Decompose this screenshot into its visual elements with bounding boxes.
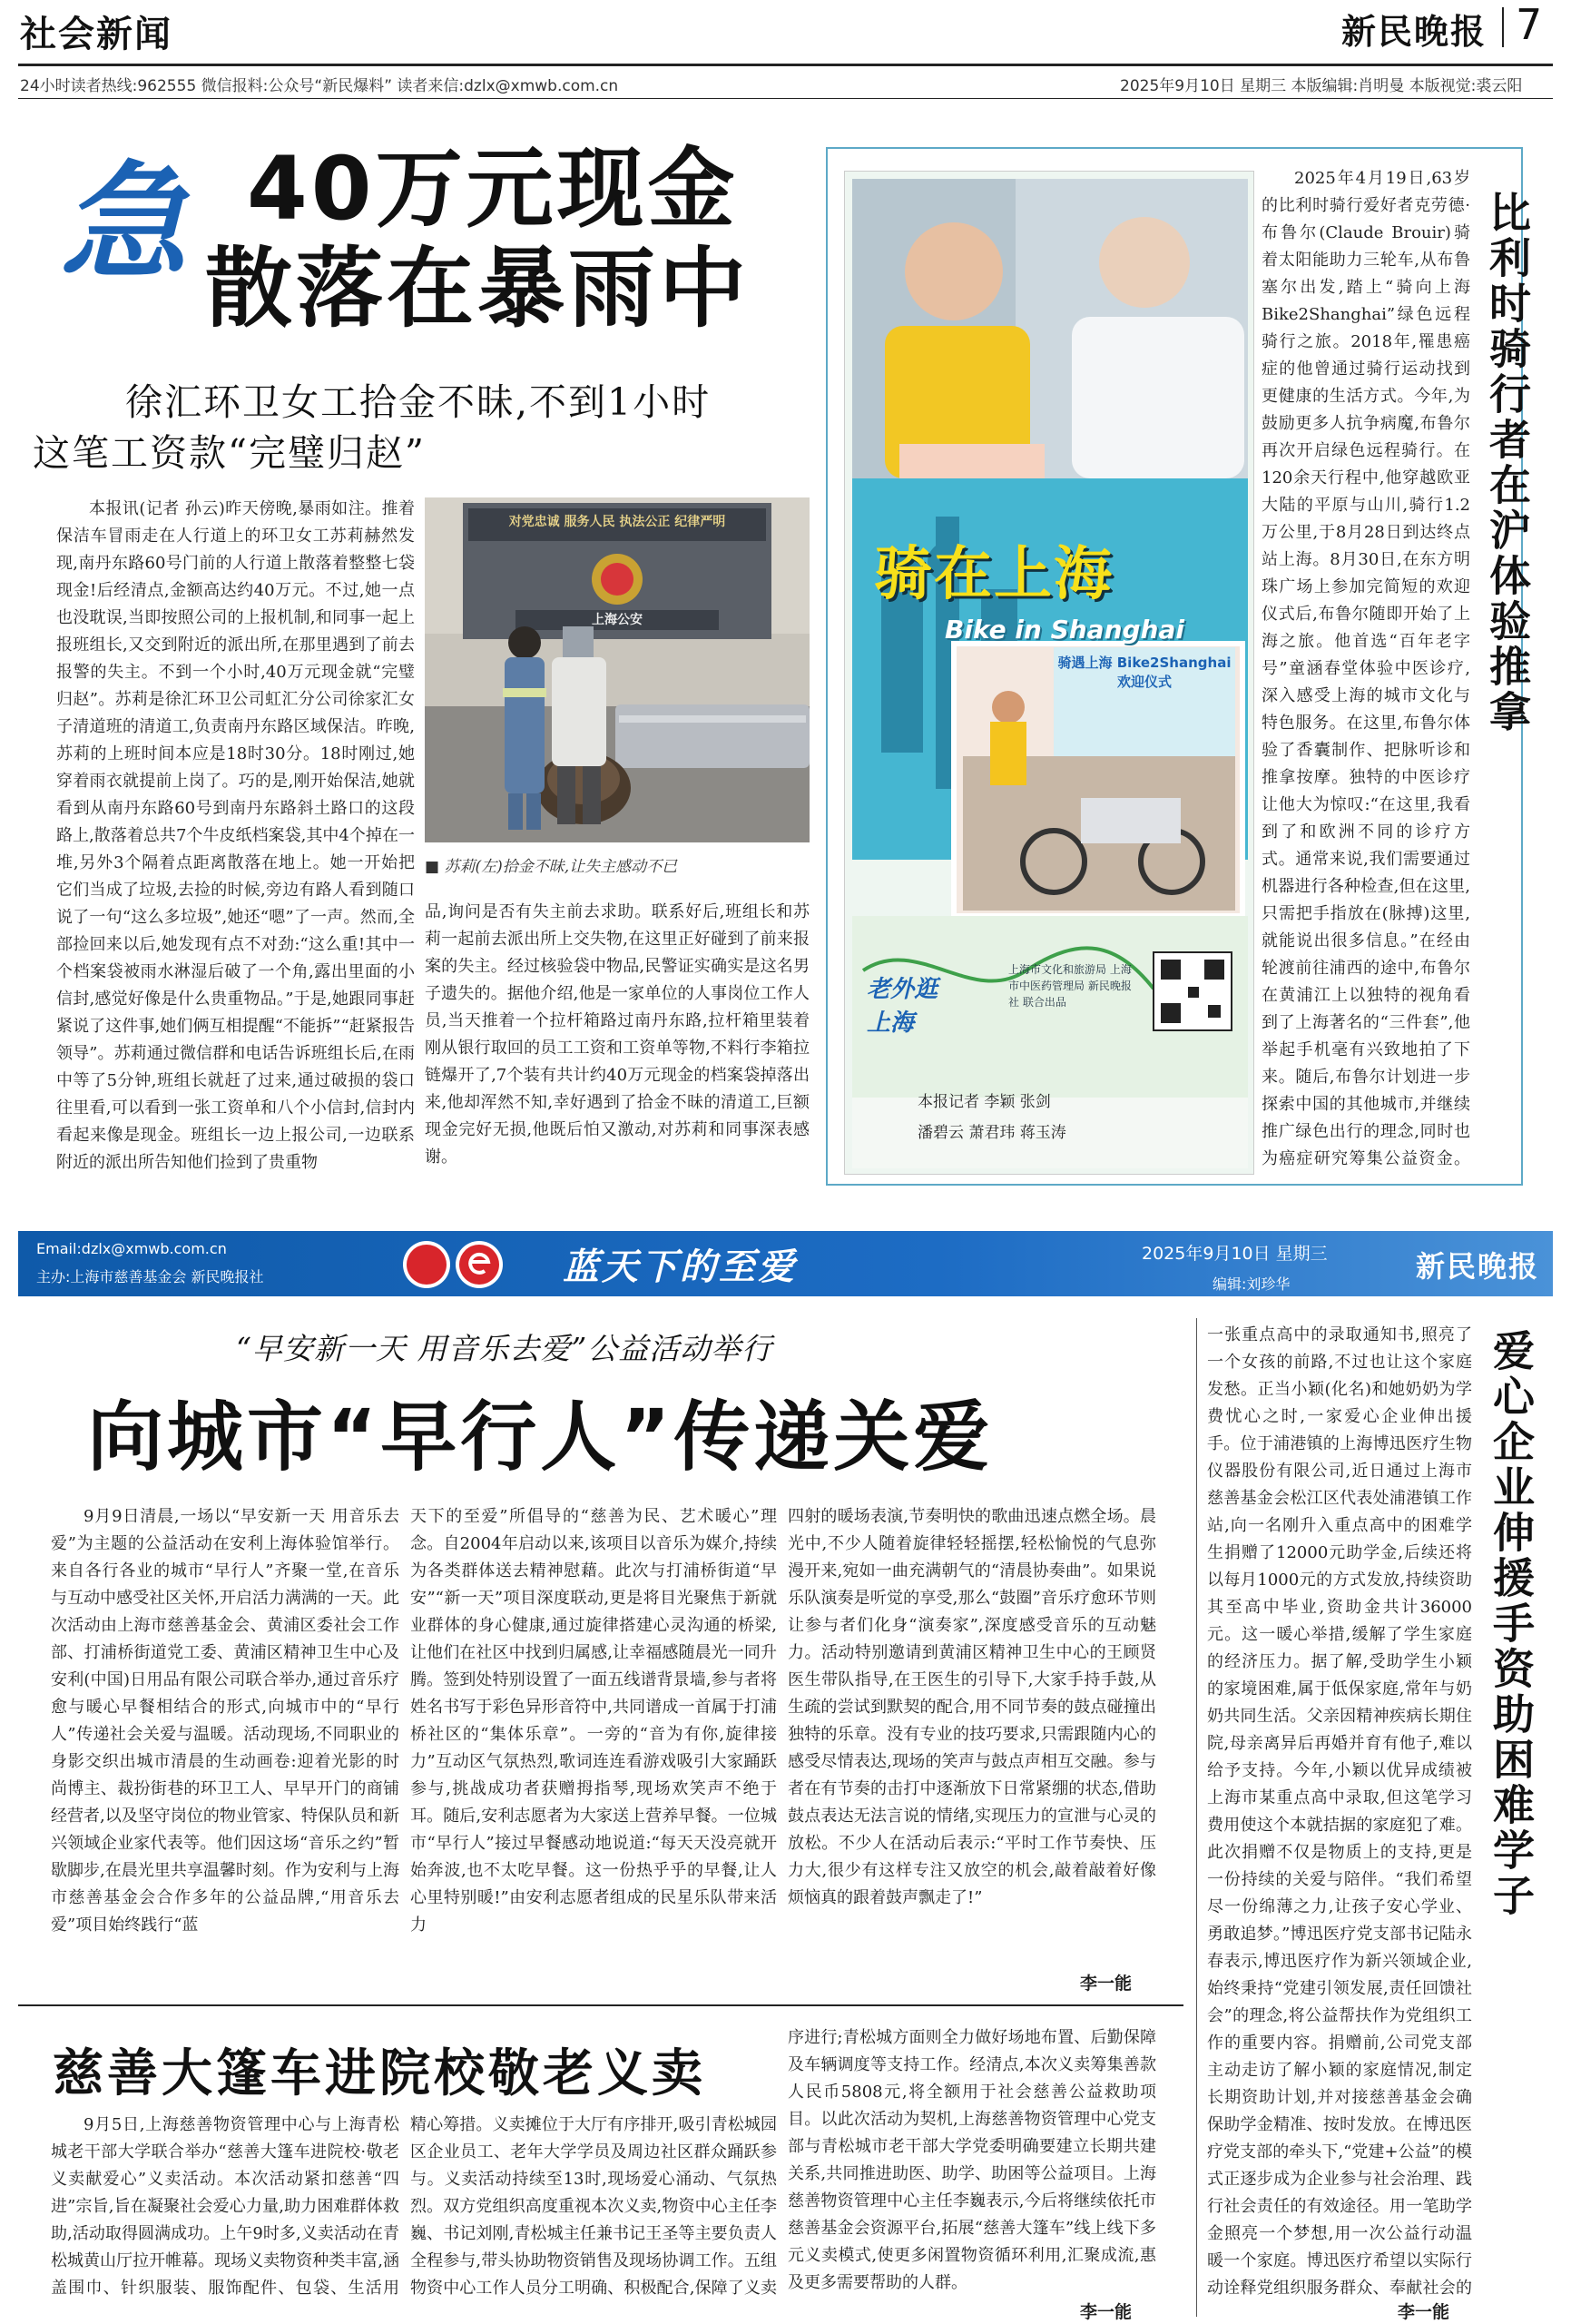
story2-kicker: “早安新一天 用音乐去爱”公益活动举行 (236, 1331, 773, 1366)
poster-slogan: 老外逛上海 (867, 976, 938, 1037)
charity-logo-icon (396, 1236, 505, 1293)
section-name: 社会新闻 (20, 14, 172, 55)
lead-subtitle-1: 徐汇环卫女工拾金不昧,不到1小时 (125, 380, 712, 424)
lead-title-2: 散落在暴雨中 (205, 238, 750, 340)
header-divider (1502, 7, 1504, 47)
story4-author: 李一能 (1398, 2302, 1450, 2322)
paper-name: 新民晚报 (1341, 11, 1488, 52)
banner-sponsor: 主办:上海市慈善基金会 新民晚报社 (36, 1268, 264, 1285)
bike-text: 2025年4月19日,63岁的比利时骑行爱好者克劳德·布鲁尔(Claude Brouir)骑着太阳能助力三轮车,从布鲁塞尔出发,踏上“骑向上海 Bike2Shanghai”绿色远程骑行之旅。2018年,罹患癌症的他曾通过骑行运动找到更健康的生活方式。今年,为鼓励更多人抗争病魔,布鲁尔再次开启绿色远程骑行。在120余天行程中,他穿越欧亚大陆的平原与山川,骑行1.2万公里,于8月28日到达终点站上海。8月30日,在东方明珠广场上参加完简短的欢迎仪式后,布鲁尔随即开始了上海之旅。他首选“百年老字号”童涵春堂体验中医诊疗,深入感受上海的城市文化与特色服务。在这里,布鲁尔体验了香囊制作、把脉听诊和推拿按摩。独特的中医诊疗让他大为惊叹:“在这里,我看到了和欧洲不同的诊疗方式。通常来说,我们需要通过机器进行各种检查,但在这里,只需把手指放在(脉搏)这里,就能说出很多信息。”在经由轮渡前往浦西的途中,布鲁尔在黄浦江上以独特的视角看到了上海著名的“三件套”,他举起手机毫有兴致地拍了下来。随后,布鲁尔计划进一步探索中国的其他城市,并继续推广绿色出行的理念,同时也为癌症研究筹集公益资金。 (1262, 169, 1470, 1168)
story4-vertical-title: 爱心企业伸援手资助困难学子 (1487, 1329, 1536, 1919)
bike-vertical-title: 比利时骑行者在沪体验推拿 (1483, 191, 1532, 735)
story2-author: 李一能 (1080, 1974, 1133, 1994)
photo-sign-text: 对党忠诚 服务人民 执法公正 纪律严明 (508, 515, 726, 529)
lead-title-1: 40万元现金 (247, 138, 739, 240)
banner-email: Email:dzlx@xmwb.com.cn (36, 1240, 227, 1257)
story3-col-2: 精心筹措。义卖摊位于大厅有序排开,吸引青松城园区企业员工、老年大学学员及周边社区群众踊跃参与。义卖活动持续至13时,现场爱心涌动、气氛热烈。双方党组织高度重视本次义卖,物资中心主任李巍、书记刘刚,青松城主任兼书记王圣等主要负责人全程参与,带头协助物资销售及现场协调工作。五组物资中心工作人员分工明确、积极配合,保障了义卖 (410, 2115, 777, 2298)
story3-col-1: 9月5日,上海慈善物资管理中心与上海青松城老干部大学联合举办“慈善大篷车进院校·敬老义卖献爱心”义卖活动。本次活动紧扣慈善“四进”宗旨,旨在凝聚社会爱心力量,助力困难群体救助,活动取得圆满成功。上午9时多,义卖活动在青松城黄山厅拉开帷幕。现场义卖物资种类丰富,涵盖围巾、针织服装、服饰配件、包袋、生活用 (51, 2115, 399, 2298)
photo-sign-police: 上海公安 (592, 613, 643, 627)
story4-left-rule (1196, 1318, 1197, 2317)
header-rule (18, 64, 1553, 66)
story2-col-1: 9月9日清晨,一场以“早安新一天 用音乐去爱”为主题的公益活动在安利上海体验馆举行。来自各行各业的城市“早行人”齐聚一堂,在音乐与互动中感受社区关怀,开启活力满满的一天。此次活动由上海市慈善基金会、黄浦区委社会工作部、打浦桥街道党工委、黄浦区精神卫生中心及安利(中国)日用品有限公司联合举办,通过音乐疗愈与暖心早餐相结合的形式,向城市中的“早行人”传递社会关爱与温暖。活动现场,不同职业的身影交织出城市清晨的生动画卷:迎着光影的时尚博主、裁扮街巷的环卫工人、早早开门的商铺经营者,以及坚守岗位的物业管家、特保队员和新兴领域企业家代表等。他们因这场“音乐之约”暂歇脚步,在晨光里共享温馨时刻。作为安利与上海市慈善基金会合作多年的公益品牌,“用音乐去爱”项目始终践行“蓝 (51, 1507, 399, 1935)
lead-photo (425, 497, 810, 842)
story2-col-2: 天下的至爱”所倡导的“慈善为民、艺术暖心”理念。自2004年启动以来,该项目以音乐为媒介,持续为各类群体送去精神慰藉。此次与打浦桥街道“早安”“新一天”项目深度联动,更是将目光聚焦于新就业群体的身心健康,通过旋律搭建心灵沟通的桥梁,让他们在社区中找到归属感,让幸福感随晨光一同升腾。签到处特别设置了一面五线谱背景墙,参与者将姓名书写于彩色异形音符中,共同谱成一首属于打浦桥社区的“集体乐章”。一旁的“音为有你,旋律接力”互动区气氛热烈,歌词连连看游戏吸引大家踊跃参与,挑战成功者获赠拇指琴,现场欢笑声不绝于耳。随后,安利志愿者为大家送上营养早餐。一位城市“早行人”接过早餐感动地说道:“每天天没亮就开始奔波,也不太吃早餐。这一份热乎乎的早餐,让人心里特别暖!”由安利志愿者组成的民星乐队带来活力 (410, 1507, 777, 1935)
poster-title: 骑在上海 (874, 541, 1114, 608)
banner-editor: 编辑:刘珍华 (1213, 1275, 1291, 1293)
lead-subtitle-2: 这笔工资款“完璧归赵” (33, 431, 426, 475)
poster-en: Bike in Shanghai (945, 615, 1184, 645)
story3-author: 李一能 (1080, 2302, 1133, 2322)
story4-text: 一张重点高中的录取通知书,照亮了一个女孩的前路,不过也让这个家庭发愁。正当小颖(化名)和她奶奶为学费忧心之时,一家爱心企业伸出援手。位于浦港镇的上海博迅医疗生物仪器股份有限公司,近日通过上海市慈善基金会松江区代表处浦港镇工作站,向一名刚升入重点高中的困难学生捐赠了12000元助学金,后续还将以每月1000元的方式发放,持续资助其至高中毕业,资助金共计36000元。这一暖心举措,缓解了学生家庭的经济压力。据了解,受助学生小颖的家境困难,属于低保家庭,常年与奶奶共同生活。父亲因精神疾病长期住院,母亲离异后再婚并育有他子,难以给予支持。今年,小颖以优异成绩被上海市某重点高中录取,但这笔学习费用使这个本就拮据的家庭犯了难。此次捐赠不仅是物质上的支持,更是一份持续的关爱与陪伴。“我们希望尽一份绵薄之力,让孩子安心学业、勇敢追梦。”博迅医疗党支部书记陆永春表示,博迅医疗作为新兴领域企业,始终秉持“党建引领发展,责任回馈社会”的理念,将公益帮扶作为党组织工作的重要内容。捐赠前,公司党支部主动走访了解小颖的家庭情况,制定长期资助计划,并对接慈善基金会确保助学金精准、按时发放。在博迅医疗党支部的牵头下,“党建+公益”的模式正逐步成为企业参与社会治理、践行社会责任的有效途径。用一笔助学金照亮一个梦想,用一次公益行动温暖一个家庭。博迅医疗希望以实际行动诠释党组织服务群众、奉献社会的 (1207, 1325, 1472, 2295)
lead-photo-caption: ■ 苏莉(左)拾金不昧,让失主感动不已 (425, 858, 678, 876)
lead-big-char: 急 (60, 149, 188, 298)
poster-credits-2: 潘碧云 萧君玮 蒋玉涛 (918, 1124, 1066, 1142)
header-rule-thin (18, 98, 1553, 99)
lead-col-2: 品,询问是否有失主前去求助。联系好后,班组长和苏莉一起前去派出所上交失物,在这里正好碰到了前来报案的失主。经过核验袋中物品,民警证实确实是这名男子遗失的。据他介绍,他是一家单位的人事岗位工作人员,当天推着一个拉杆箱路过南丹东路,拉杆箱里装着刚从银行取回的员工工资和工资单等物,不料行李箱拉链爆开了,7个装有共计约40万元现金的档案袋掉落出来,他却浑然不知,幸好遇到了拾金不昧的清道工,巨额现金完好无损,他既后怕又激动,对苏莉和同事深表感谢。 (425, 902, 810, 1167)
poster-banner: 骑遇上海 Bike2Shanghai 欢迎仪式 (1057, 655, 1232, 690)
banner-title: 蓝天下的至爱 (563, 1246, 797, 1288)
story2-col-3: 四射的暖场表演,节奏明快的歌曲迅速点燃全场。晨光中,不少人随着旋律轻轻摇摆,轻松愉悦的气息弥漫开来,宛如一曲充满朝气的“清晨协奏曲”。如果说乐队演奏是听觉的享受,那么“鼓圈”音乐疗愈环节则让参与者们化身“演奏家”,深度感受音乐的互动魅力。活动特别邀请到黄浦区精神卫生中心的王顾贤医生带队指导,在王医生的引导下,大家手持手鼓,从生疏的尝试到默契的配合,用不同节奏的鼓点碰撞出独特的乐章。没有专业的技巧要求,只需跟随内心的感受尽情表达,现场的笑声与鼓点声相互交融。参与者在有节奏的击打中逐渐放下日常紧绷的状态,借助鼓点表达无法言说的情绪,实现压力的宣泄与心灵的放松。不少人在活动后表示:“平时工作节奏快、压力大,很少有这样专注又放空的机会,敲着敲着好像烦恼真的跟着鼓声飘走了!” (788, 1507, 1156, 1907)
banner-logo (396, 1236, 505, 1293)
date-line: 2025年9月10日 星期三 本版编辑:肖明曼 本版视觉:裘云阳 (1120, 77, 1523, 95)
hotline: 24小时读者热线:962555 微信报料:公众号“新民爆料” 读者来信:dzlx@xmwb.com.cn (20, 77, 619, 95)
banner-paper: 新民晚报 (1416, 1249, 1540, 1284)
story2-bottom-rule (18, 2004, 1183, 2006)
lead-photo-scene (425, 497, 810, 842)
bike-poster (844, 171, 1254, 1175)
page-number: 7 (1516, 0, 1543, 49)
poster-credits-1: 本报记者 李颖 张剑 (918, 1093, 1051, 1111)
story3-title: 慈善大篷车进院校敬老义卖 (53, 2044, 706, 2103)
poster-org: 上海市文化和旅游局 上海市中医药管理局 新民晚报社 联合出品 (1008, 963, 1132, 1009)
story2-title: 向城市“早行人”传递关爱 (87, 1393, 994, 1482)
lead-col-1: 本报讯(记者 孙云)昨天傍晚,暴雨如注。推着保洁车冒雨走在人行道上的环卫女工苏莉赫然发现,南丹东路60号门前的人行道上散落着整整七袋现金!后经清点,金额高达约40万元。不过,她一点也没耽误,当即按照公司的上报机制,和同事一起上报班组长,又交到附近的派出所,在那里遇到了前去报警的失主。不到一个小时,40万元现金就“完璧归赵”。苏莉是徐汇环卫公司虹汇分公司徐家汇女子清道班的清道工,负责南丹东路区域保洁。昨晚,苏莉的上班时间本应是18时30分。18时刚过,她穿着雨衣就提前上岗了。巧的是,刚开始保洁,她就看到从南丹东路60号到南丹东路斜土路口的这段路上,散落着总共7个牛皮纸档案袋,其中4个掉在一堆,另外3个隔着点距离散落在地上。她一开始把它们当成了垃圾,去捡的时候,旁边有路人看到随口说了一句“这么多垃圾”,她还“嗯”了一声。然而,全部捡回来以后,她发现有点不对劲:“这么重!其中一个档案袋被雨水淋湿后破了一个角,露出里面的小信封,感觉好像是什么贵重物品。”于是,她跟同事赶紧说了这件事,她们俩互相提醒“不能拆”“赶紧报告领导”。苏莉通过微信群和电话告诉班组长后,在雨中等了5分钟,班组长就赶了过来,通过破损的袋口往里看,可以看到一张工资单和八个小信封,信封内看起来像是现金。班组长一边上报公司,一边联系附近的派出所告知他们捡到了贵重物 (56, 499, 415, 1172)
story3-col-3: 序进行;青松城方面则全力做好场地布置、后勤保障及车辆调度等支持工作。经清点,本次义卖筹集善款人民币5808元,将全额用于社会慈善公益救助项目。以此次活动为契机,上海慈善物资管理中心党支部与青松城市老干部大学党委明确要建立长期共建关系,共同推进助医、助学、助困等公益项目。上海慈善物资管理中心主任李巍表示,今后将继续依托市慈善基金会资源平台,拓展“慈善大篷车”线上线下多元义卖模式,使更多闲置物资循环利用,汇聚成流,惠及更多需要帮助的人群。 (788, 2028, 1156, 2292)
banner-date: 2025年9月10日 星期三 (1142, 1244, 1328, 1264)
